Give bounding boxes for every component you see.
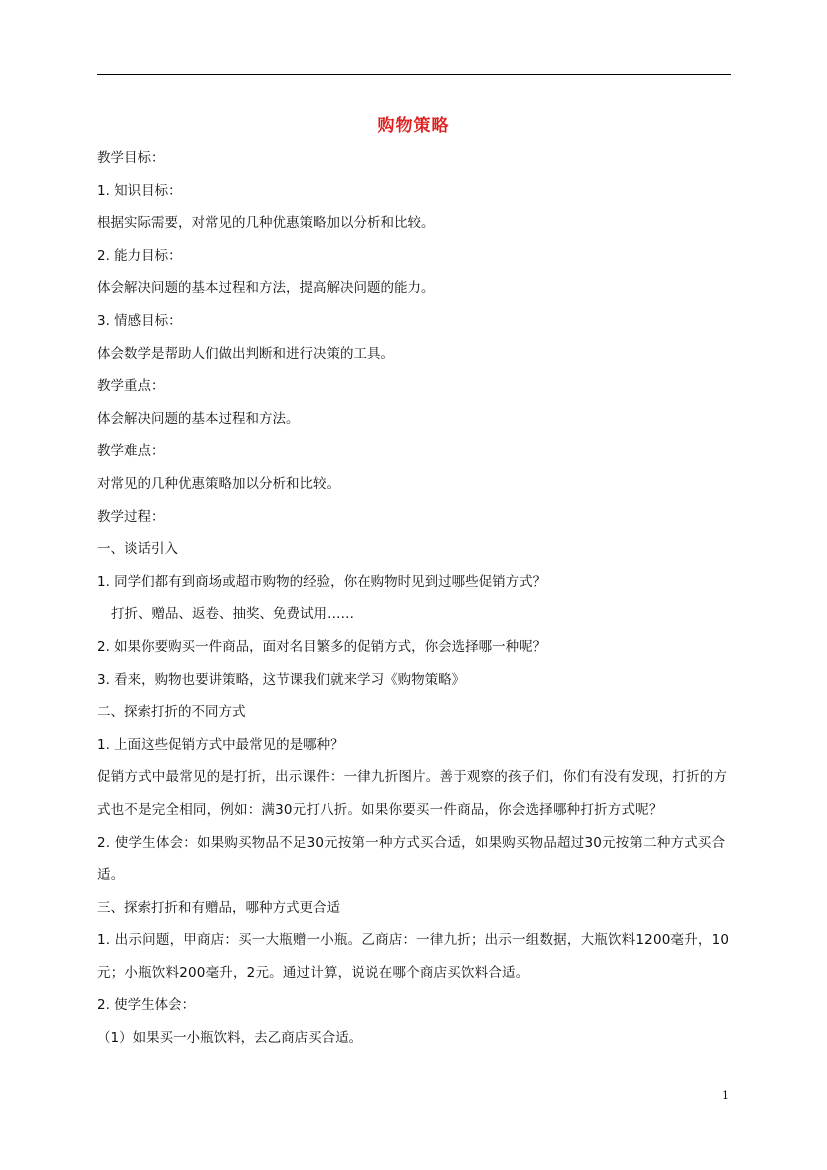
body-text: 体会解决问题的基本过程和方法，提高解决问题的能力。 bbox=[97, 280, 435, 297]
body-text: 对常见的几种优惠策略加以分析和比较。 bbox=[97, 475, 340, 492]
body-text: 体会数学是帮助人们做出判断和进行决策的工具。 bbox=[97, 345, 394, 362]
body-text: 1. 同学们都有到商场或超市购物的经验，你在购物时见到过哪些促销方式？ bbox=[97, 573, 547, 590]
header-rule bbox=[97, 74, 731, 75]
section-heading: 教学目标： bbox=[97, 150, 165, 166]
section-heading: 教学过程： bbox=[97, 508, 165, 525]
part-heading: 三、探索打折和有赠品，哪种方式更合适 bbox=[97, 899, 340, 916]
section-heading: 教学难点： bbox=[97, 443, 165, 460]
part-heading: 一、谈话引入 bbox=[97, 541, 178, 558]
body-text: 2. 使学生体会： bbox=[97, 997, 196, 1014]
section-heading: 教学重点： bbox=[97, 378, 165, 395]
body-paragraph: 2. 使学生体会：如果购买物品不足30元按第一种方式买合适，如果购买物品超过30元按第二种方式买合适。 bbox=[97, 834, 726, 884]
body-text: 3. 看来，购物也要讲策略，这节课我们就来学习《购物策略》 bbox=[97, 671, 466, 688]
body-text: 体会解决问题的基本过程和方法。 bbox=[97, 410, 300, 427]
body-paragraph: 促销方式中最常见的是打折，出示课件：一律九折图片。善于观察的孩子们，你们有没有发现，打折的方式也不是完全相同，例如：满30元打八折。如果你要买一件商品，你会选择哪种打折方式呢？ bbox=[97, 769, 728, 819]
objective-heading: 1. 知识目标： bbox=[97, 182, 182, 199]
document-title: 购物策略 bbox=[377, 116, 450, 136]
part-heading: 二、探索打折的不同方式 bbox=[97, 704, 246, 721]
document-body bbox=[97, 148, 735, 1061]
body-text: 1. 上面这些促销方式中最常见的是哪种？ bbox=[97, 736, 344, 753]
body-paragraph: 1. 出示问题，甲商店：买一大瓶赠一小瓶。乙商店：一律九折；出示一组数据，大瓶饮料1200毫升，10元；小瓶饮料200毫升，2元。通过计算，说说在哪个商店买饮料合适。 bbox=[97, 932, 730, 982]
page-number: 1 bbox=[722, 1089, 729, 1102]
objective-heading: 2. 能力目标： bbox=[97, 247, 182, 264]
body-text: 打折、赠品、返卷、抽奖、免费试用…… bbox=[111, 606, 354, 623]
body-text: 2. 如果你要购买一件商品，面对名目繁多的促销方式，你会选择哪一种呢？ bbox=[97, 638, 547, 655]
objective-heading: 3. 情感目标： bbox=[97, 312, 182, 329]
body-text: 根据实际需要，对常见的几种优惠策略加以分析和比较。 bbox=[97, 215, 435, 232]
body-text: （1）如果买一小瓶饮料，去乙商店买合适。 bbox=[97, 1030, 363, 1047]
